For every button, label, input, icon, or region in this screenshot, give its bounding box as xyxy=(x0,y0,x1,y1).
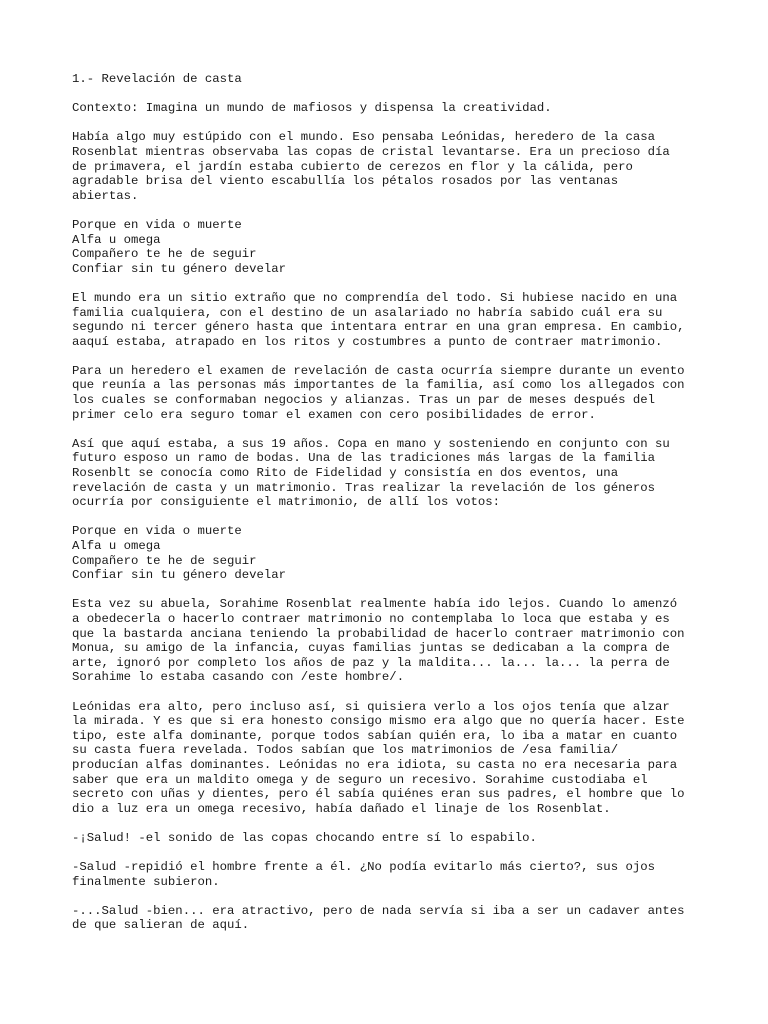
paragraph: Para un heredero el examen de revelación de casta ocurría siempre durante un evento que reunía a las personas más importantes de la familia, así como los allegados con los cuales se conformaban negocios y alianzas. Tras un par de meses después del primer celo era seguro tomar el examen con cero posibilidades de error. xyxy=(72,363,685,422)
poem-stanza: Porque en vida o muerte Alfa u omega Compañero te he de seguir Confiar sin tu género develar xyxy=(72,524,287,583)
paragraph: Esta vez su abuela, Sorahime Rosenblat realmente había ido lejos. Cuando lo amenzó a obedecerla o hacerlo contraer matrimonio no contemplaba lo loca que estaba y es que la bastarda anciana teniendo la probabilidad de hacerlo contraer matrimonio con Monua, su amigo de la infancia, cuyas familias juntas se dedicaban a la compra de arte, ignoró por completo los años de paz y la maldita... la... la... la perra de Sorahime lo estaba casando con /este hombre/. xyxy=(72,597,685,685)
paragraph: Leónidas era alto, pero incluso así, si quisiera verlo a los ojos tenía que alzar la mirada. Y es que si era honesto consigo mismo era algo que no quería hacer. Este tipo, este alfa dominante, porque todos sabían quién era, lo iba a matar en cuanto su casta fuera revelada. Todos sabían que los matrimonios de /esa familia/ producían alfas dominantes. Leónidas no era idiota, su casta no era necesaria para saber que era un maldito omega y de seguro un recesivo. Sorahime custodiaba el secreto con uñas y dientes, pero él sabía quiénes eran sus padres, el hombre que lo dio a luz era un omega recesivo, había dañado el linaje de los Rosenblat. xyxy=(72,699,685,816)
dialogue-line: -Salud -repidió el hombre frente a él. ¿No podía evitarlo más cierto?, sus ojos finalmente subieron. xyxy=(72,860,655,889)
document-body xyxy=(72,72,708,933)
dialogue-line: -...Salud -bien... era atractivo, pero de nada servía si iba a ser un cadaver antes de que salieran de aquí. xyxy=(72,903,685,933)
paragraph: Así que aquí estaba, a sus 19 años. Copa en mano y sosteniendo en conjunto con su futuro esposo un ramo de bodas. Una de las tradiciones más largas de la familia Rosenblt se conocía como Rito de Fidelidad y consistía en dos eventos, una revelación de casta y un matrimonio. Tras realizar la revelación de los géneros ocurría por consiguiente el matrimonio, de allí los votos: xyxy=(72,436,670,510)
paragraph: Había algo muy estúpido con el mundo. Eso pensaba Leónidas, heredero de la casa Rosenblat mientras observaba las copas de cristal levantarse. Era un precioso día de primavera, el jardín estaba cubierto de cerezos en flor y la cálida, pero agradable brisa del viento escabullía los pétalos rosados por las ventanas abiertas. xyxy=(72,130,670,203)
document-title: 1.- Revelación de casta xyxy=(72,72,242,86)
dialogue-line: -¡Salud! -el sonido de las copas chocando entre sí lo espabilo. xyxy=(72,830,537,845)
poem-stanza: Porque en vida o muerte Alfa u omega Compañero te he de seguir Confiar sin tu género develar xyxy=(72,217,287,276)
paragraph: El mundo era un sitio extraño que no comprendía del todo. Si hubiese nacido en una familia cualquiera, con el destino de un asalariado no habría sabido cuál era su segundo ni tercer género hasta que intentara entrar en una gran empresa. En cambio, aaquí estaba, atrapado en los ritos y costumbres a punto de contraer matrimonio. xyxy=(72,290,685,349)
context-line: Contexto: Imagina un mundo de mafiosos y dispensa la creatividad. xyxy=(72,101,552,116)
